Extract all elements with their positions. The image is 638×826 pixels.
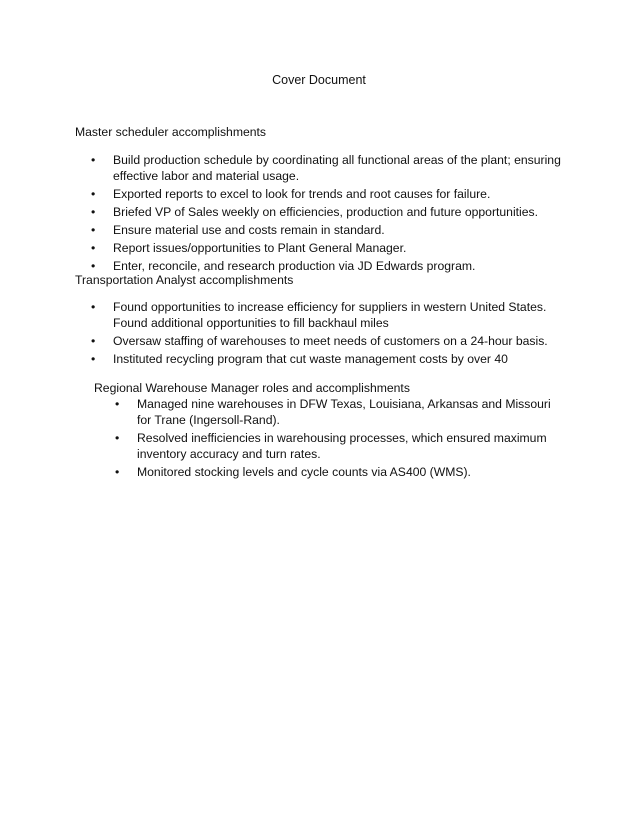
regional-warehouse-manager-list xyxy=(115,396,555,482)
bullet-icon: • xyxy=(91,205,96,219)
list-item xyxy=(91,204,561,220)
list-item xyxy=(91,152,561,184)
list-item xyxy=(115,396,555,428)
list-item xyxy=(115,464,555,480)
list-item-text: Ensure material use and costs remain in standard. xyxy=(113,223,385,237)
list-item-text: Managed nine warehouses in DFW Texas, Louisiana, Arkansas and Missouri for Trane (Ingersoll-Rand). xyxy=(137,397,551,427)
list-item-text: Report issues/opportunities to Plant General Manager. xyxy=(113,241,407,255)
list-item xyxy=(91,222,561,238)
list-item xyxy=(91,351,569,367)
section-heading-transportation-analyst: Transportation Analyst accomplishments xyxy=(75,273,294,287)
list-item xyxy=(91,240,561,256)
bullet-icon: • xyxy=(91,223,96,237)
bullet-icon: • xyxy=(91,259,96,273)
list-item xyxy=(91,333,569,349)
bullet-icon: • xyxy=(91,241,96,255)
list-item-text: Build production schedule by coordinating all functional areas of the plant; ensuring effective labor and material usage. xyxy=(113,153,561,183)
list-item-text: Found opportunities to increase efficiency for suppliers in western United States. Found additional opportunities to fill backhaul miles xyxy=(113,300,547,330)
section-heading-master-scheduler: Master scheduler accomplishments xyxy=(75,125,267,139)
bullet-icon: • xyxy=(91,187,96,201)
list-item-text: Briefed VP of Sales weekly on efficiencies, production and future opportunities. xyxy=(113,205,539,219)
bullet-icon: • xyxy=(91,153,96,167)
transportation-analyst-list xyxy=(91,299,569,369)
bullet-icon: • xyxy=(91,352,96,366)
section-heading-regional-warehouse-manager: Regional Warehouse Manager roles and accomplishments xyxy=(94,381,410,395)
document-title: Cover Document xyxy=(272,73,366,87)
list-item-text: Resolved inefficiencies in warehousing processes, which ensured maximum inventory accuracy and turn rates. xyxy=(137,431,547,461)
bullet-icon: • xyxy=(91,300,96,314)
bullet-icon: • xyxy=(91,334,96,348)
list-item-text: Oversaw staffing of warehouses to meet needs of customers on a 24-hour basis. xyxy=(113,334,548,348)
list-item-text: Instituted recycling program that cut waste management costs by over 40 xyxy=(113,352,508,366)
list-item xyxy=(91,299,569,331)
master-scheduler-list xyxy=(91,152,561,276)
list-item xyxy=(91,186,561,202)
list-item xyxy=(115,430,555,462)
list-item-text: Monitored stocking levels and cycle counts via AS400 (WMS). xyxy=(137,465,471,479)
list-item-text: Enter, reconcile, and research production via JD Edwards program. xyxy=(113,259,476,273)
bullet-icon: • xyxy=(115,431,120,445)
list-item-text: Exported reports to excel to look for trends and root causes for failure. xyxy=(113,187,491,201)
bullet-icon: • xyxy=(115,465,120,479)
bullet-icon: • xyxy=(115,397,120,411)
